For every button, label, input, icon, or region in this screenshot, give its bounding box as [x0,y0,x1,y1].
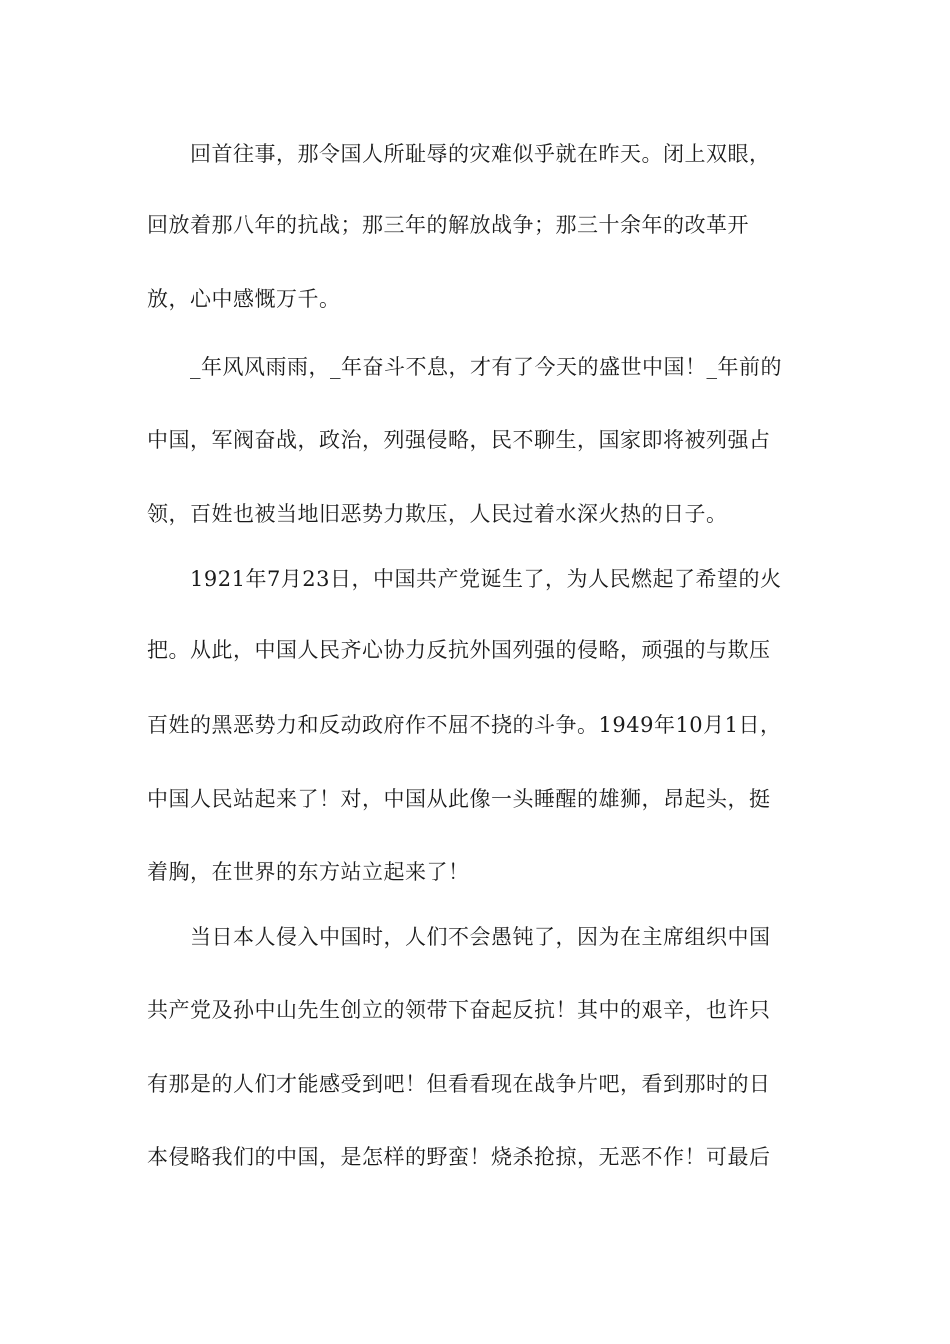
text-line: 本侵略我们的中国，是怎样的野蛮！烧杀抢掠，无恶不作！可最后 [147,1145,771,1169]
text-line: 把。从此，中国人民齐心协力反抗外国列强的侵略，顽强的与欺压 [147,638,771,662]
text-line: 回放着那八年的抗战；那三年的解放战争；那三十余年的改革开 [147,213,749,237]
text-line: _年风风雨雨，_年奋斗不息，才有了今天的盛世中国！_年前的 [190,355,782,379]
text-line: 放，心中感慨万千。 [147,287,341,311]
text-line: 着胸，在世界的东方站立起来了！ [147,860,470,884]
text-line: 共产党及孙中山先生创立的领带下奋起反抗！其中的艰辛，也许只 [147,998,771,1022]
text-line: 1921年7月23日，中国共产党诞生了，为人民燃起了希望的火 [190,567,782,591]
text-line: 中国，军阀奋战，政治，列强侵略，民不聊生，国家即将被列强占 [147,428,771,452]
text-line: 有那是的人们才能感受到吧！但看看现在战争片吧，看到那时的日 [147,1072,771,1096]
text-line: 领，百姓也被当地旧恶势力欺压，人民过着水深火热的日子。 [147,502,728,526]
text-line: 回首往事，那令国人所耻辱的灾难似乎就在昨天。闭上双眼， [190,142,771,166]
text-line: 当日本人侵入中国时，人们不会愚钝了，因为在主席组织中国 [190,925,771,949]
text-line: 中国人民站起来了！对，中国从此像一头睡醒的雄狮，昂起头，挺 [147,787,771,811]
text-line: 百姓的黑恶势力和反动政府作不屈不挠的斗争。1949年10月1日， [147,713,782,737]
